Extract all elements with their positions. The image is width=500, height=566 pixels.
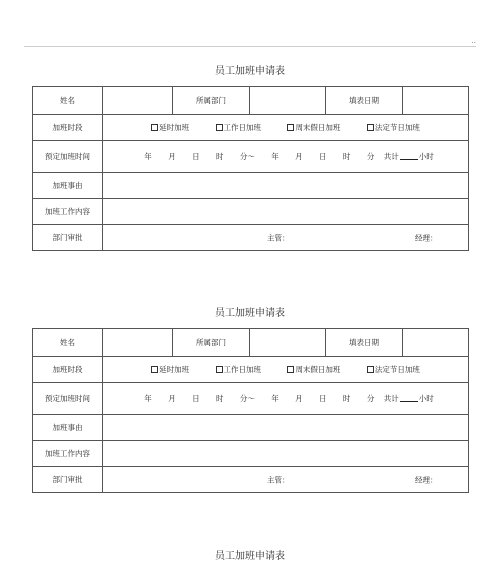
overtime-form [32, 328, 469, 493]
reason-field[interactable] [103, 415, 469, 441]
reason-label: 加班事由 [33, 173, 103, 199]
top-divider [24, 46, 476, 47]
checkbox[interactable] [216, 124, 223, 131]
date-label: 填表日期 [326, 329, 403, 357]
approval-label: 部门审批 [33, 225, 103, 251]
period-options [103, 357, 469, 383]
work-content-field[interactable] [103, 441, 469, 467]
name-label: 姓名 [33, 87, 103, 115]
period-option[interactable]: 周末假日加班 [287, 364, 340, 375]
hours-blank[interactable] [400, 159, 418, 160]
planned-time-label: 预定加班时间 [33, 141, 103, 173]
form-title: 员工加班申请表 [215, 308, 285, 319]
reason-label: 加班事由 [33, 415, 103, 441]
name-label: 姓名 [33, 329, 103, 357]
work-content-field[interactable] [103, 199, 469, 225]
name-field[interactable] [103, 87, 173, 115]
form-title: 员工加班申请表 [215, 66, 285, 77]
supervisor-signature: 主管： [267, 475, 290, 484]
date-field[interactable] [403, 87, 469, 115]
manager-signature: 经理： [415, 233, 438, 242]
planned-time-field[interactable]: 年 月 日 时 分～ 年 月 日 时 分 共计 小时 [103, 383, 469, 415]
planned-time-field[interactable]: 年 月 日 时 分～ 年 月 日 时 分 共计 小时 [103, 141, 469, 173]
planned-time-label: 预定加班时间 [33, 383, 103, 415]
period-option[interactable]: 周末假日加班 [287, 122, 340, 133]
period-option[interactable]: 工作日加班 [216, 364, 262, 375]
approval-field[interactable] [103, 225, 469, 251]
hours-blank[interactable] [400, 401, 418, 402]
name-field[interactable] [103, 329, 173, 357]
supervisor-signature: 主管： [267, 233, 290, 242]
period-label: 加班时段 [33, 357, 103, 383]
work-content-label: 加班工作内容 [33, 199, 103, 225]
dept-label: 所属部门 [173, 329, 250, 357]
period-option[interactable]: 工作日加班 [216, 122, 262, 133]
date-field[interactable] [403, 329, 469, 357]
checkbox[interactable] [287, 366, 294, 373]
checkbox[interactable] [287, 124, 294, 131]
period-option[interactable]: 延时加班 [151, 364, 189, 375]
period-option[interactable]: 法定节日加班 [367, 122, 420, 133]
approval-field[interactable] [103, 467, 469, 493]
period-option[interactable]: 法定节日加班 [367, 364, 420, 375]
checkbox[interactable] [151, 366, 158, 373]
form-title: 员工加班申请表 [215, 551, 285, 562]
manager-signature: 经理： [415, 475, 438, 484]
checkbox[interactable] [216, 366, 223, 373]
period-options [103, 115, 469, 141]
overtime-form [32, 86, 469, 251]
checkbox[interactable] [151, 124, 158, 131]
work-content-label: 加班工作内容 [33, 441, 103, 467]
corner-mark: .. [471, 37, 476, 45]
checkbox[interactable] [367, 124, 374, 131]
checkbox[interactable] [367, 366, 374, 373]
approval-label: 部门审批 [33, 467, 103, 493]
reason-field[interactable] [103, 173, 469, 199]
period-label: 加班时段 [33, 115, 103, 141]
dept-field[interactable] [250, 329, 326, 357]
dept-field[interactable] [250, 87, 326, 115]
period-option[interactable]: 延时加班 [151, 122, 189, 133]
date-label: 填表日期 [326, 87, 403, 115]
dept-label: 所属部门 [173, 87, 250, 115]
